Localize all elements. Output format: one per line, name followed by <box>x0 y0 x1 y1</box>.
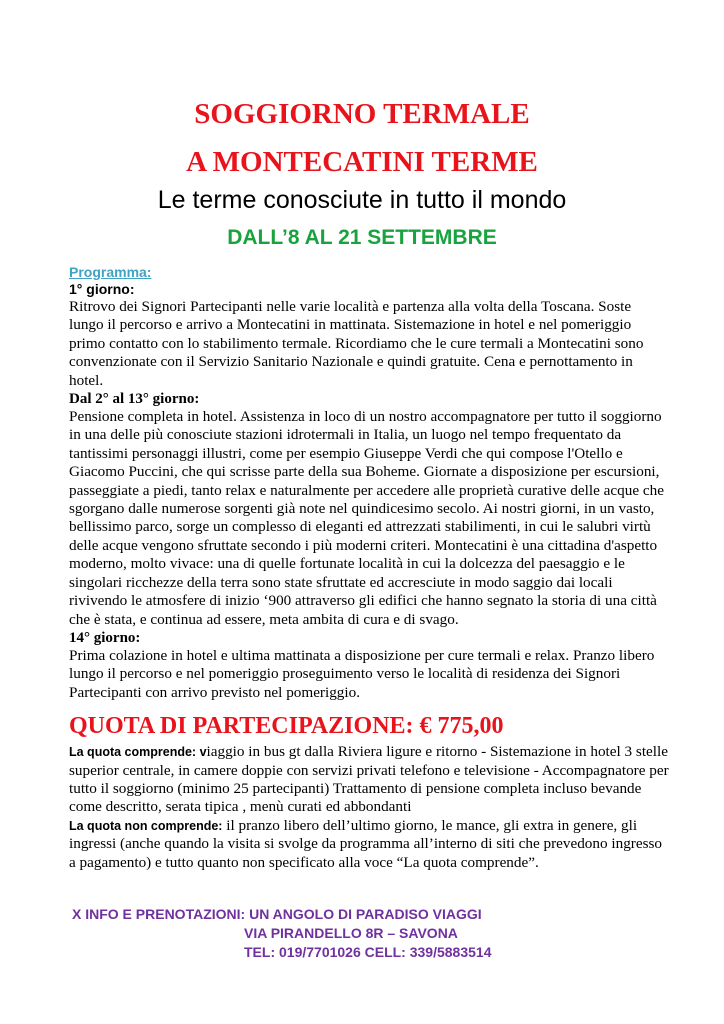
info-block <box>72 905 672 962</box>
quota-comprende <box>69 743 669 817</box>
day1-label: 1° giorno: <box>69 281 135 297</box>
dates-heading: DALL’8 AL 21 SETTEMBRE <box>227 226 497 249</box>
info-line-1: X INFO E PRENOTAZIONI: UN ANGOLO DI PARADISO VIAGGI <box>72 906 482 922</box>
quota-non-comprende-text: il pranzo libero dell’ultimo giorno, le mance, gli extra in genere, gli ingressi (anche quando la visita si svolge da programma all’interno di siti che prevedono ingresso a pagamento) e tutto quanto non specificato alla voce “La quota comprende”. <box>69 816 663 871</box>
day2-text: Pensione completa in hotel. Assistenza in loco di un nostro accompagnatore per tutto il soggiorno in una delle più conosciute stazioni idrotermali in Italia, un luogo nel tempo frequentato da tantissimi personaggi illustri, come per esempio Giuseppe Verdi che qui compose l'Otello e Giacomo Puccini, che qui scrisse parte della sua Boheme. Giornate a disposizione per escursioni, passeggiate a piedi, tanto relax e naturalmente per accedere alle proprietà curative delle acque che sgorgano dalle numerose sorgenti già note nel quindicesimo secolo. Ai nostri giorni, in un vasto, bellissimo parco, sorge un complesso di eleganti ed attrezzati stabilimenti, in cui le salubri virtù delle acque vengono sfruttate secondo i più moderni criteri. Montecatini è una cittadina d'aspetto moderno, molto vivace: una di quelle fortunate località in cui la dolcezza del paesaggio e le singolari ricchezze della terra sono state sfruttate ed accresciute in modo saggio dai locali rivivendo le atmosfere di inizio ‘900 attraverso gli edifici che hanno segnato la storia di una città che è stata, e continua ad essere, meta ambita di cura e di svago. <box>69 408 664 628</box>
programma-label: Programma: <box>69 264 152 280</box>
document-body <box>69 264 669 872</box>
day14-text: Prima colazione in hotel e ultima mattinata a disposizione per cure termali e relax. Pranzo libero lungo il percorso e nel pomeriggio proseguimento verso le località di residenza dei Signori Partecipanti con arrivo previsto nel pomeriggio. <box>69 646 655 701</box>
title-line-1: SOGGIORNO TERMALE <box>194 98 530 130</box>
title-line-2: A MONTECATINI TERME <box>186 146 538 178</box>
info-address: VIA PIRANDELLO 8R – SAVONA <box>244 925 458 941</box>
subtitle: Le terme conosciute in tutto il mondo <box>157 186 567 214</box>
quota-non-comprende-label: La quota non comprende: <box>69 818 223 833</box>
quota-title: QUOTA DI PARTECIPAZIONE: € 775,00 <box>69 713 504 740</box>
day14-label: 14° giorno: <box>69 629 141 646</box>
quota-non-comprende <box>69 817 669 872</box>
quota-comprende-label: La quota comprende: v <box>69 745 207 760</box>
info-phone: TEL: 019/7701026 CELL: 339/5883514 <box>244 944 492 960</box>
day1-text: Ritrovo dei Signori Partecipanti nelle varie località e partenza alla volta della Toscana. Soste lungo il percorso e arrivo a Montecatini in mattinata. Sistemazione in hotel e nel pomeriggio primo contatto con lo stabilimento termale. Ricordiamo che le cure termali a Montecatini sono convenzionate con il Servizio Sanitario Nazionale e quindi gratuite. Cena e pernottamento in hotel. <box>69 298 644 389</box>
day2-label: Dal 2° al 13° giorno: <box>69 391 200 408</box>
quota-comprende-text: iaggio in bus gt dalla Riviera ligure e ritorno - Sistemazione in hotel 3 stelle superior centrale, in camere doppie con servizi privati telefono e televisione - Accompagnatore per tutto il soggiorno (minimo 25 partecipanti) Trattamento di pensione completa incluso bevande come descritto, serata tipica , menù curati ed abbondanti <box>69 743 669 816</box>
